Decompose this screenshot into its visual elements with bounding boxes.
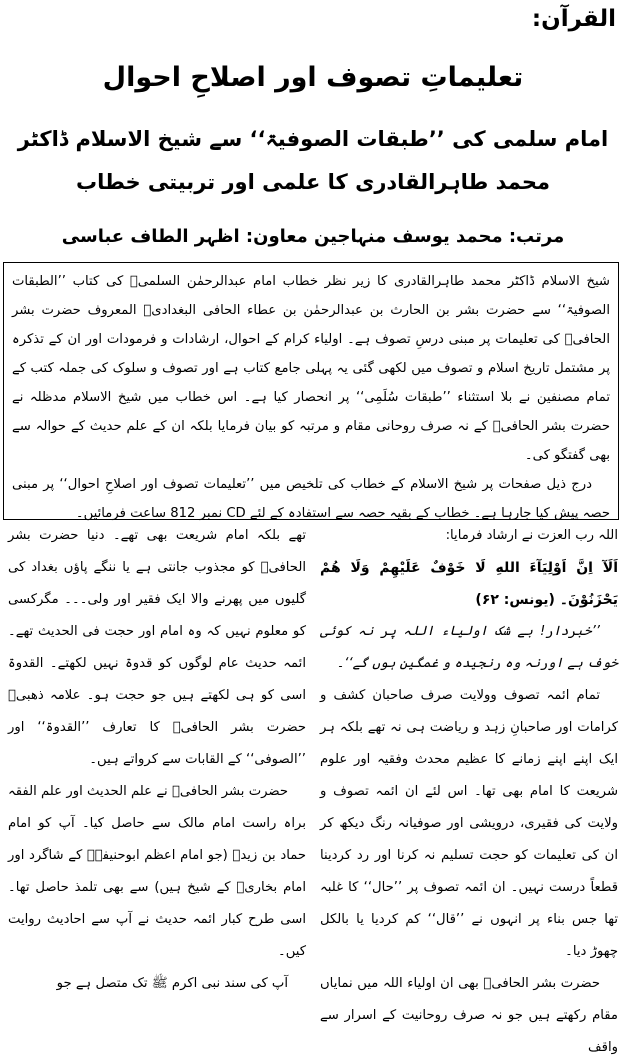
- section-label: القرآن:: [531, 6, 616, 32]
- quran-verse: اَلَآ اِنَّ اَوْلِيَآءَ اللهِ لَا خَوْفٌ عَلَيْهِمْ وَلَا هُمْ يَحْزَنُوْنَ۔ (یونس: ۶۲): [320, 560, 618, 608]
- verse-intro: اللہ رب العزت نے ارشاد فرمایا:: [445, 528, 618, 543]
- body-paragraph: حضرت بشر الحافیؒ بھی ان اولیاء اللہ میں نمایاں مقام رکھتے ہیں جو نہ صرف روحانیت کے اسرار سے واقف: [320, 976, 618, 1055]
- left-column: [8, 520, 306, 991]
- article-credits: مرتب: محمد یوسف منہاجین معاون: اظہر الطاف عباسی: [61, 226, 565, 247]
- summary-box: [3, 262, 619, 520]
- summary-paragraph: شیخ الاسلام ڈاکٹر محمد طاہرالقادری کا زیر نظر خطاب امام عبدالرحمٰن السلمیؒ کی کتاب ’’الطبقات الصوفیۃ‘‘ سے حضرت بشر بن الحارث بن عبدالرحمٰن بن عطاء الحافی البغدادیؒ المعروف حضرت بشر الحافیؒ کی تعلیمات پر مبنی درسِ تصوف ہے۔ اولیاء کرام کے احوال، ارشادات و فرمودات اور ان کے تذکرہ پر مشتمل تاریخ اسلام و تصوف میں لکھی گئی یہ پہلی جامع کتاب ہے اور تصوف و سلوک کی جملہ کتب کے تمام مصنفین نے بلا استثناء ’’طبقات سُلَمِی‘‘ پر انحصار کیا ہے۔ اس خطاب میں شیخ الاسلام مدظلہ نے حضرت بشر الحافیؒ کے نہ صرف روحانی مقام و مرتبہ کو بیان فرمایا بلکہ ان کے علم حدیث کے حوالہ سے بھی گفتگو کی۔: [12, 274, 610, 463]
- article-subtitle: امام سلمی کی ’’طبقات الصوفیۃ‘‘ سے شیخ الاسلام ڈاکٹر محمد طاہرالقادری کا علمی اور تربیتی خطاب: [17, 127, 609, 194]
- body-paragraph: آپ کی سند نبی اکرم ﷺ تک متصل ہے جو: [56, 976, 288, 991]
- right-column: [320, 520, 618, 1055]
- body-paragraph: تمام ائمہ تصوف وولایت صرف صاحبان کشف و کرامات اور صاحبانِ زہد و ریاضت ہی نہ تھے بلکہ ہر ایک اپنے اپنے زمانے کا عظیم محدث وفقیہ اور علوم شریعت کا امام بھی تھا۔ اس لئے ان ائمہ تصوف و ولایت کی فقیری، درویشی اور صوفیانہ رنگ دیکھ کر ان کی تعلیمات کو حجت تسلیم نہ کرنا اور رد کردینا قطعاً درست نہیں۔ ان ائمہ تصوف پر ’’حال‘‘ کا غلبہ تھا جس بناء پر انہوں نے ’’قال‘‘ کم کردیا یا بالکل چھوڑ دیا۔: [320, 688, 618, 959]
- body-paragraph: تھے بلکہ امام شریعت بھی تھے۔ دنیا حضرت بشر الحافیؒ کو مجذوب جانتی ہے یا ننگے پاؤں بغداد کی گلیوں میں پھرنے والا ایک فقیر اور ولی۔۔۔ مگرکسی کو معلوم نہیں کہ وہ امام اور حجت فی الحدیث تھے۔ ائمہ حدیث عام لوگوں کو قدوۃ نہیں لکھتے۔ القدوۃ اسی کو ہی لکھتے ہیں جو حجت ہو۔ علامہ ذھبیؒ حضرت بشر الحافیؒ کا تعارف ’’القدوۃ‘‘ اور ’’الصوفی‘‘ کے القابات سے کرواتے ہیں۔: [8, 528, 306, 767]
- body-paragraph: حضرت بشر الحافیؒ نے علم الحدیث اور علم الفقہ براہ راست امام مالک سے حاصل کیا۔ آپ کو امام حماد بن زیدؒ (جو امام اعظم ابوحنیفہؒ کے شاگرد اور امام بخاریؒ کے شیخ ہیں) سے بھی تلمذ حاصل تھا۔ اسی طرح کبار ائمہ حدیث نے آپ سے احادیث روایت کیں۔: [8, 784, 306, 959]
- verse-translation: ’’خبردار! بے شک اولیاء اللہ پر نہ کوئی خوف ہے اورنہ وہ رنجیدہ و غمگین ہوں گے‘‘۔: [320, 624, 618, 671]
- article-title: تعلیماتِ تصوف اور اصلاحِ احوال: [102, 62, 524, 93]
- summary-paragraph: درج ذیل صفحات پر شیخ الاسلام کے خطاب کی تلخیص میں ’’تعلیمات تصوف اور اصلاحِ احوال‘‘ پر مبنی حصہ پیش کیا جارہا ہے۔ خطاب کے بقیہ حصہ سے استفادہ کے لئے CD نمبر 812 ساعت فرمائیں۔: [12, 477, 610, 521]
